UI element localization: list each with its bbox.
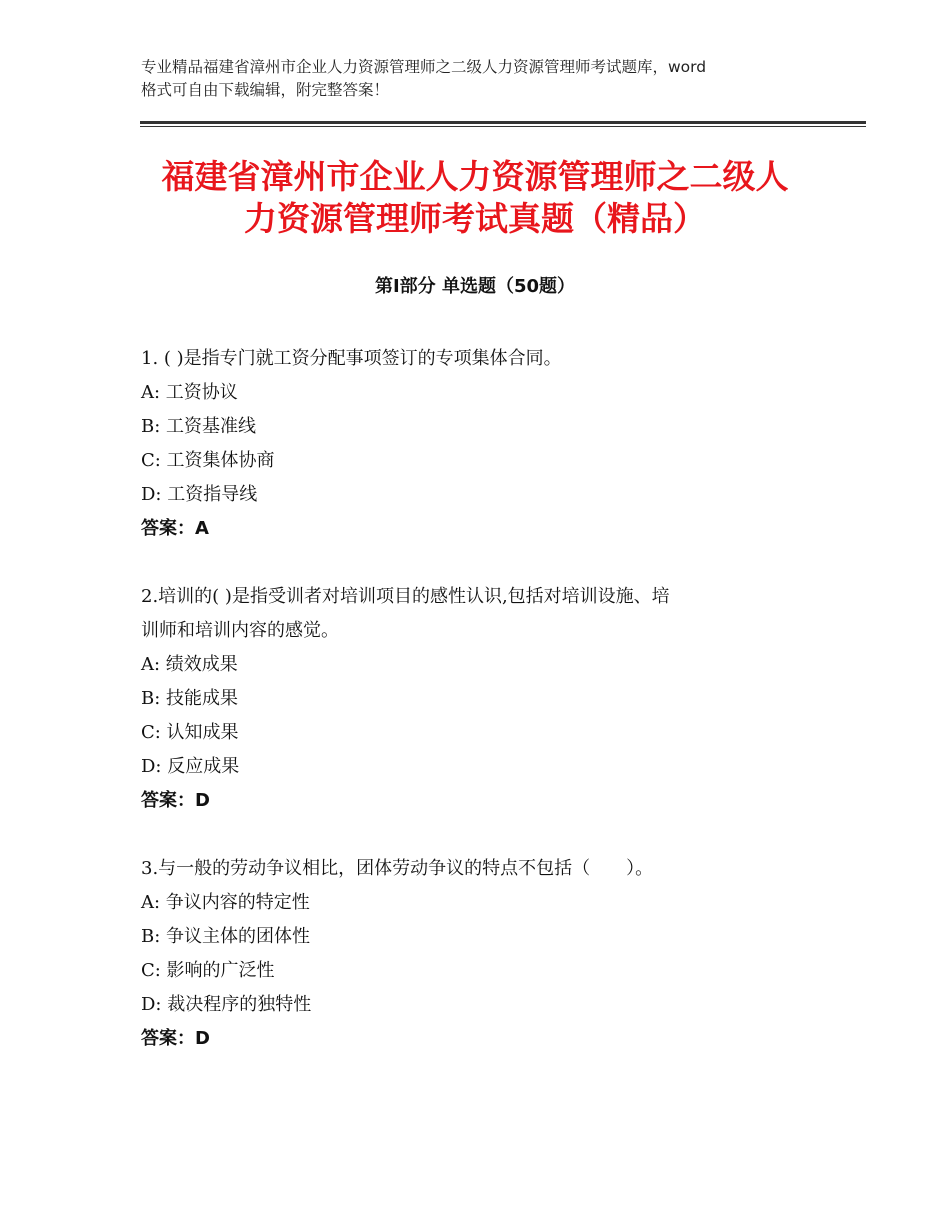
question-stem-line: 训师和培训内容的感觉。	[141, 620, 339, 641]
header-rule-thick	[140, 121, 866, 124]
question-stem-line: 1. ( )是指专门就工资分配事项签订的专项集体合同。	[141, 348, 562, 369]
document-title-line-1: 福建省漳州市企业人力资源管理师之二级人	[161, 157, 789, 196]
option-d: D: 裁决程序的独特性	[141, 994, 312, 1015]
header-note	[141, 56, 831, 102]
option-a: A: 争议内容的特定性	[141, 892, 310, 913]
option-c: C: 工资集体协商	[141, 450, 275, 471]
question-1	[141, 342, 831, 546]
option-d: D: 反应成果	[141, 756, 240, 777]
header-rule-thin	[140, 126, 866, 127]
header-note-line-2: 格式可自由下载编辑，附完整答案！	[141, 81, 390, 99]
option-b: B: 争议主体的团体性	[141, 926, 311, 947]
question-2	[141, 580, 831, 818]
answer: 答案：D	[141, 790, 210, 811]
question-list	[141, 342, 831, 1090]
answer: 答案：D	[141, 1028, 210, 1049]
answer: 答案：A	[141, 518, 209, 539]
question-stem	[141, 580, 831, 648]
section-title: 第Ⅰ部分 单选题（50题）	[374, 276, 575, 297]
question-stem-line: 3.与一般的劳动争议相比，团体劳动争议的特点不包括（ ）。	[141, 858, 654, 879]
option-a: A: 工资协议	[141, 382, 238, 403]
document-title	[120, 156, 830, 240]
question-stem	[141, 852, 831, 886]
option-b: B: 技能成果	[141, 688, 239, 709]
option-b: B: 工资基准线	[141, 416, 257, 437]
document-title-line-2: 力资源管理师考试真题（精品）	[244, 199, 706, 238]
option-a: A: 绩效成果	[141, 654, 238, 675]
question-3	[141, 852, 831, 1056]
question-stem-line: 2.培训的( )是指受训者对培训项目的感性认识,包括对培训设施、培	[141, 586, 670, 607]
option-c: C: 认知成果	[141, 722, 239, 743]
question-stem	[141, 342, 831, 376]
option-d: D: 工资指导线	[141, 484, 258, 505]
header-note-line-1: 专业精品福建省漳州市企业人力资源管理师之二级人力资源管理师考试题库，word	[141, 58, 707, 76]
option-c: C: 影响的广泛性	[141, 960, 275, 981]
